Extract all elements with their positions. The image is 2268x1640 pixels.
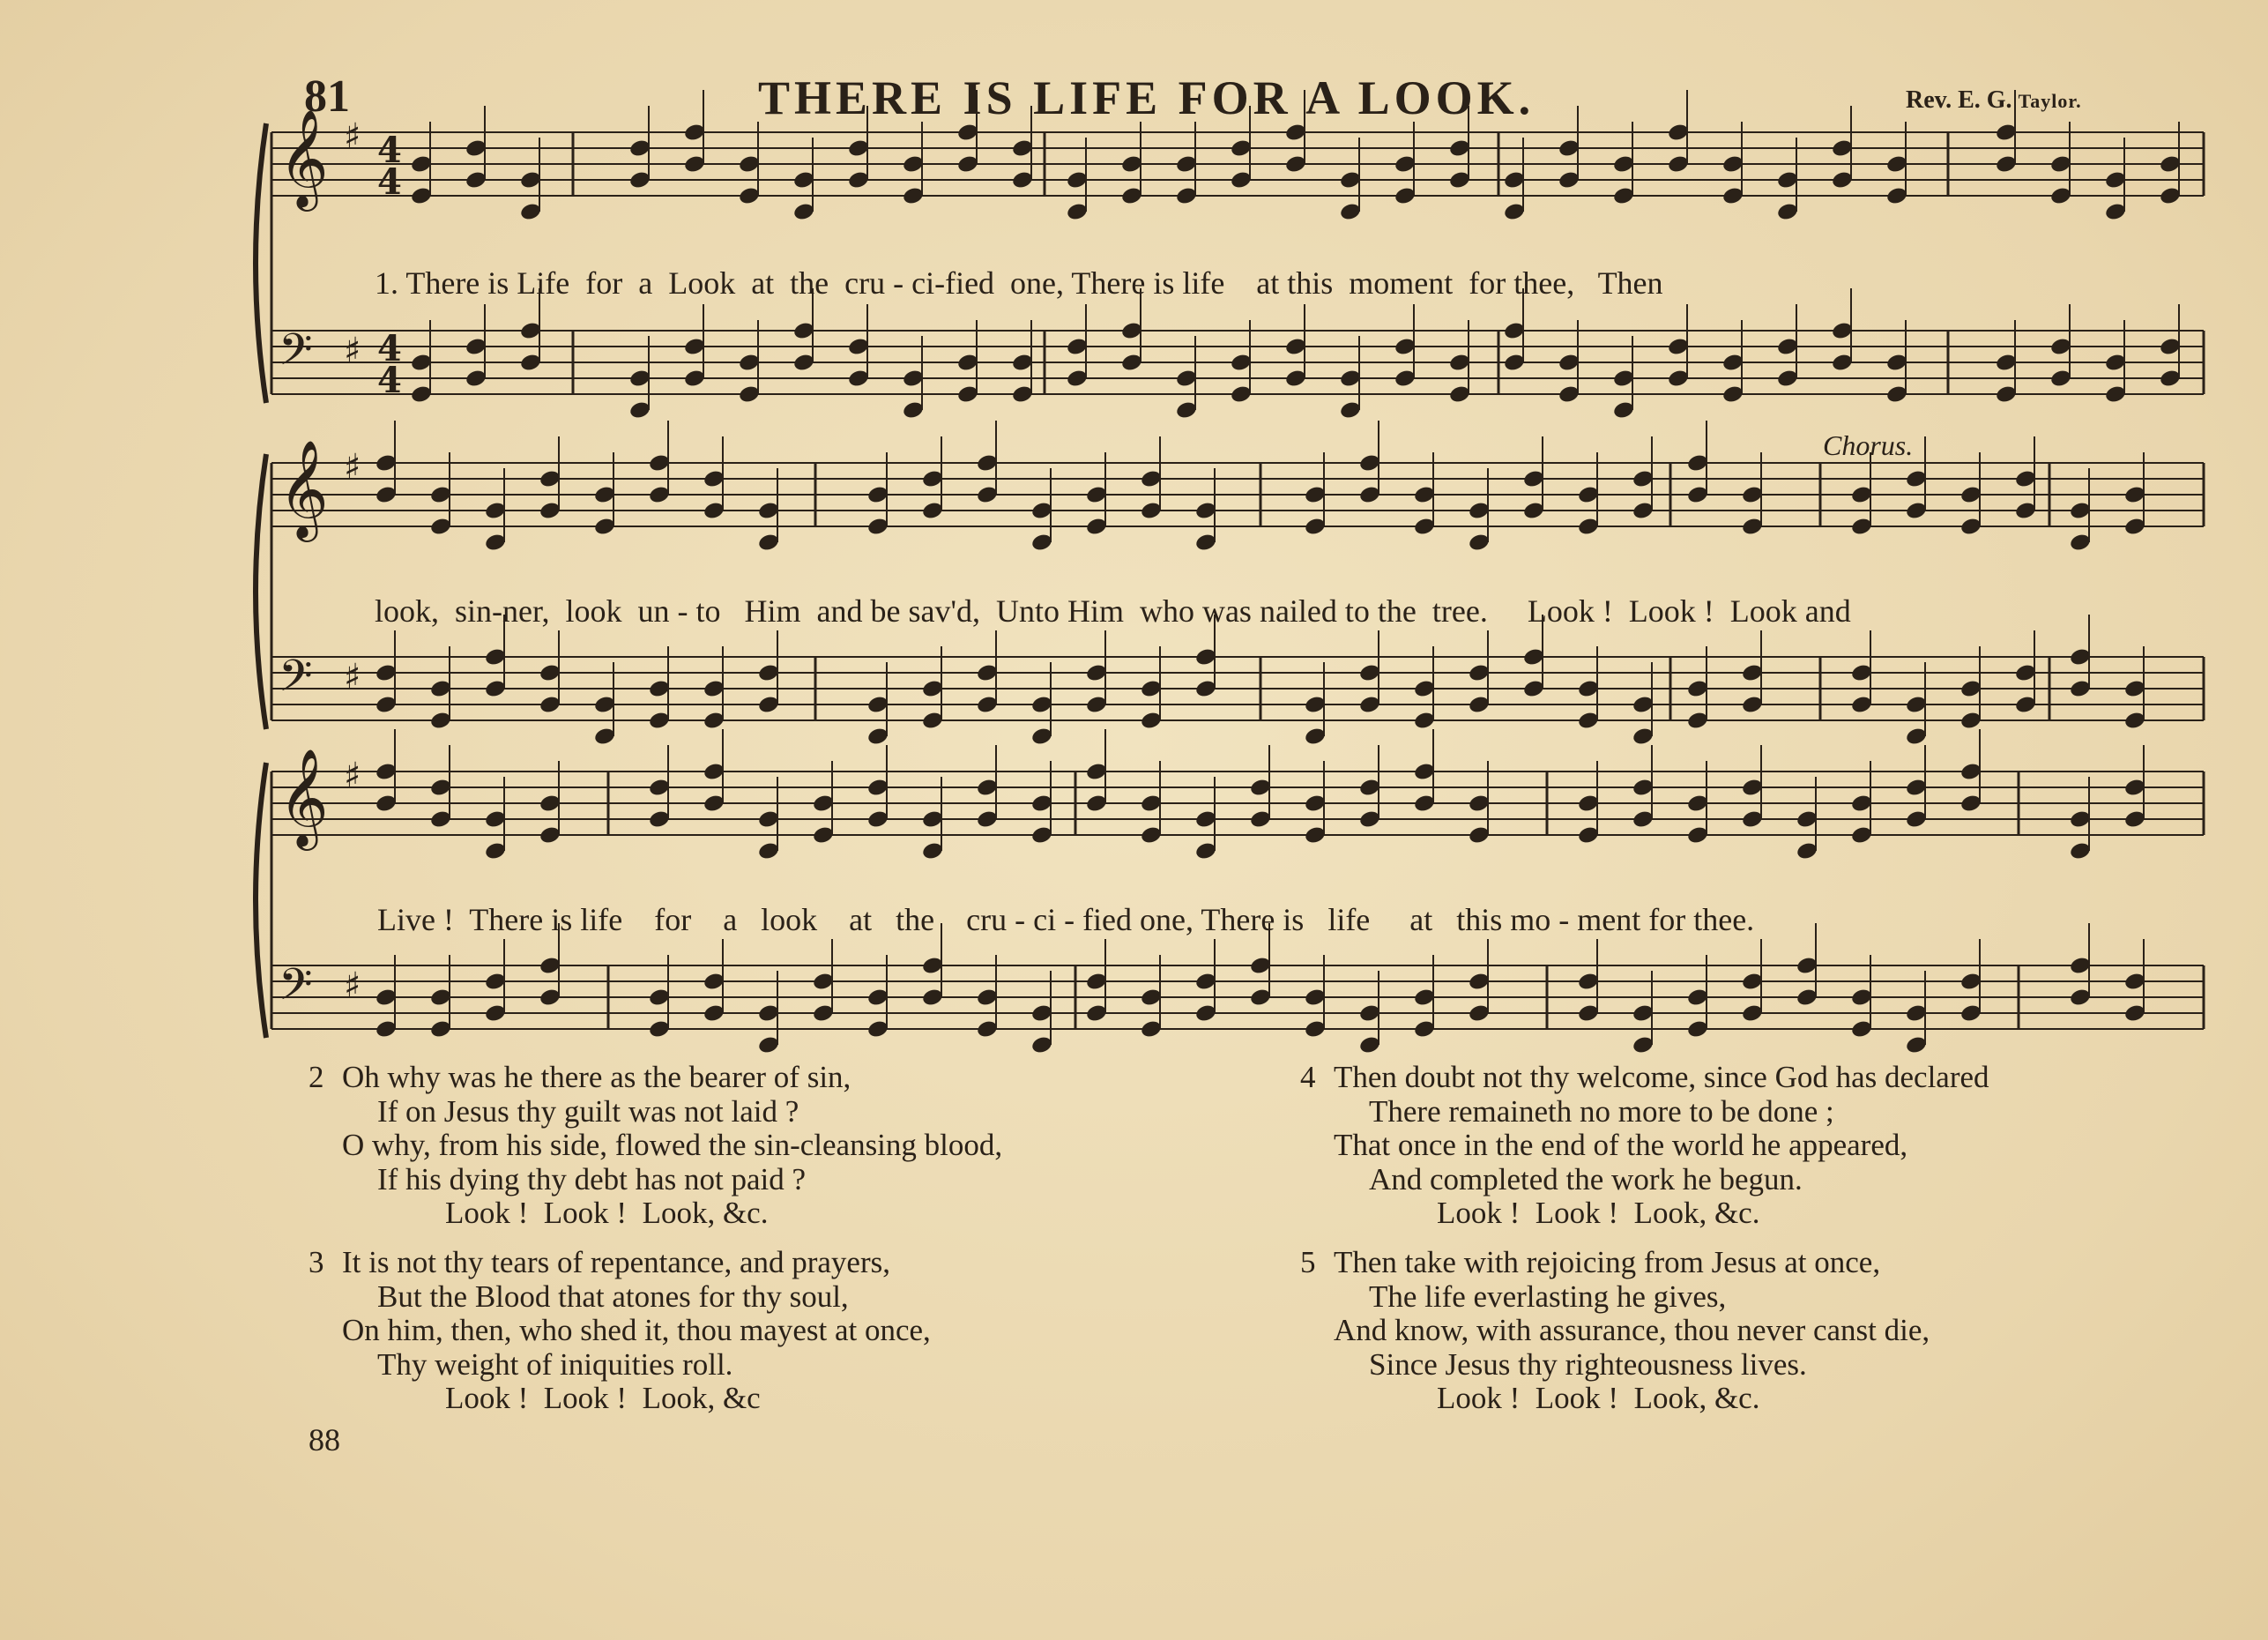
verse-number: 3 — [309, 1245, 324, 1279]
verse-line: O why, from his side, flowed the sin-cleansing blood, — [342, 1128, 1003, 1162]
composer-prefix: Rev. E. G. — [1906, 86, 2019, 114]
key-signature-icon: ♯ — [344, 965, 361, 1006]
verse-line: Oh why was he there as the bearer of sin, — [342, 1060, 851, 1094]
lyric-line-3: Live ! There is life for a look at the cru - ci - fied one, There is life at this mo - ment for thee. — [377, 902, 1755, 937]
verse-line: On him, then, who shed it, thou mayest at once, — [342, 1313, 931, 1347]
system-brace-icon — [256, 123, 266, 403]
verse-line: That once in the end of the world he appeared, — [1334, 1128, 1908, 1162]
verse-line: If on Jesus thy guilt was not laid ? — [377, 1093, 799, 1129]
verse-line: The life everlasting he gives, — [1369, 1278, 1727, 1314]
key-signature-icon: ♯ — [344, 331, 361, 371]
verse-2 — [309, 1061, 1002, 1231]
key-signature-icon: ♯ — [344, 657, 361, 697]
verse-refrain: Look ! Look ! Look, &c. — [1437, 1381, 1760, 1415]
treble-clef-icon: 𝄞 — [279, 108, 329, 207]
system-brace-icon — [256, 763, 266, 1038]
chorus-label: Chorus. — [1823, 429, 1914, 461]
treble-clef-icon: 𝄞 — [279, 439, 329, 538]
verse-line: It is not thy tears of repentance, and prayers, — [342, 1245, 890, 1279]
time-signature-digit: 4 — [377, 360, 402, 401]
verse-line: And completed the work he begun. — [1369, 1161, 1803, 1196]
verse-4 — [1300, 1061, 1989, 1231]
verse-number: 5 — [1300, 1245, 1316, 1279]
verse-line: And know, with assurance, thou never canst die, — [1334, 1313, 1930, 1347]
verse-line: Thy weight of iniquities roll. — [377, 1346, 733, 1382]
key-signature-icon: ♯ — [344, 116, 361, 157]
hymn-number: 81 — [304, 71, 350, 122]
bass-clef-icon: 𝄢 — [279, 651, 313, 712]
hymn-title: THERE IS LIFE FOR A LOOK. — [758, 71, 1536, 124]
bass-clef-icon: 𝄢 — [279, 959, 313, 1021]
time-signature-digit: 4 — [377, 130, 402, 171]
verse-line: Then take with rejoicing from Jesus at once, — [1334, 1245, 1881, 1279]
verse-refrain: Look ! Look ! Look, &c. — [445, 1196, 769, 1230]
verse-line: If his dying thy debt has not paid ? — [377, 1161, 807, 1196]
verse-number: 2 — [309, 1060, 324, 1094]
verse-line: But the Blood that atones for thy soul, — [377, 1278, 849, 1314]
verse-5 — [1300, 1246, 1930, 1416]
composer-surname: Taylor. — [2018, 90, 2082, 112]
verse-line: There remaineth no more to be done ; — [1369, 1093, 1834, 1129]
time-signature-digit: 4 — [377, 328, 402, 369]
verse-line: Since Jesus thy righteousness lives. — [1369, 1346, 1807, 1382]
lyric-line-2: look, sin-ner, look un - to Him and be sav'd, Unto Him who was nailed to the tree. Look ! Look ! Look and — [375, 593, 1851, 629]
lyric-line-1: 1. There is Life for a Look at the cru - ci-fied one, There is life at this moment for thee, Then — [375, 265, 1663, 301]
verse-refrain: Look ! Look ! Look, &c — [445, 1381, 761, 1415]
key-signature-icon: ♯ — [344, 447, 361, 488]
bass-clef-icon: 𝄢 — [279, 324, 313, 386]
page-number: 88 — [309, 1422, 340, 1457]
verse-number: 4 — [1300, 1060, 1316, 1094]
verse-3 — [309, 1246, 931, 1416]
treble-clef-icon: 𝄞 — [279, 748, 329, 846]
verse-line: Then doubt not thy welcome, since God has declared — [1334, 1060, 1989, 1094]
verse-refrain: Look ! Look ! Look, &c. — [1437, 1196, 1760, 1230]
time-signature-digit: 4 — [377, 161, 402, 203]
key-signature-icon: ♯ — [344, 756, 361, 796]
system-brace-icon — [256, 454, 266, 729]
